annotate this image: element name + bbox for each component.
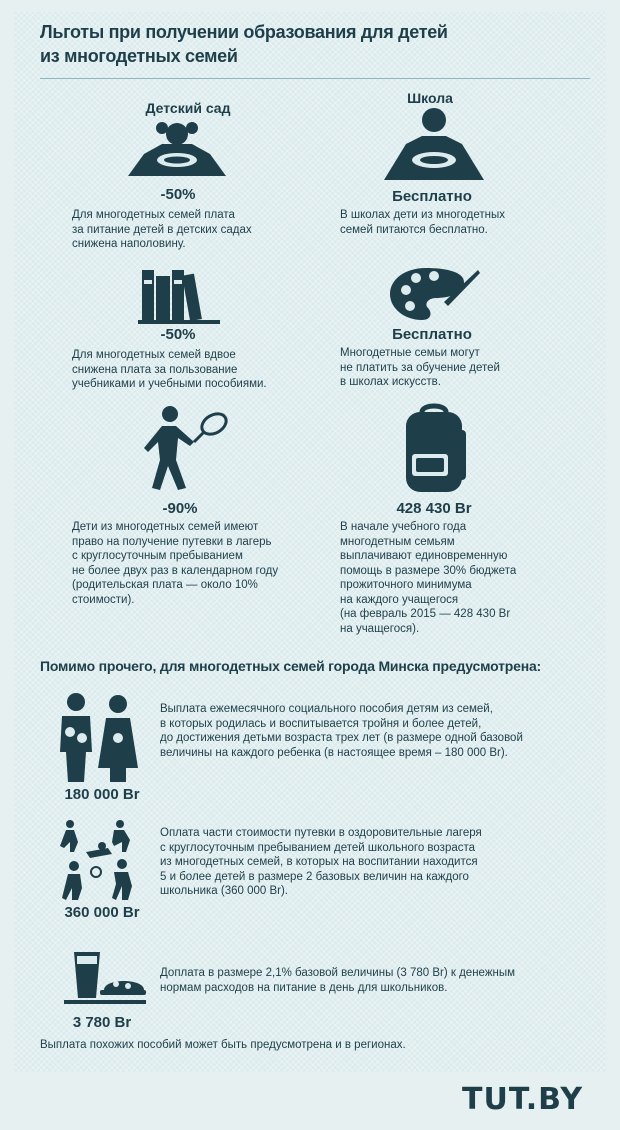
triplets-text: Выплата ежемесячного социального пособия детям из семей, в которых родилась и воспитывается тройня и более детей, до достижения детьми возраста трех лет (в размере одной базовой величины на каждого ребенка (в настоящее время – 180 000 Br). <box>160 703 523 759</box>
regions-note: Выплата похожих пособий может быть предусмотрена и в регионах. <box>40 1039 406 1051</box>
title-line-1: Льготы при получении образования для детей <box>40 22 448 42</box>
palette-text: Многодетные семьи могут не платить за обучение детей в школах искусств. <box>340 347 500 388</box>
backpack-text: В начале учебного года многодетным семьям выплачивают единовременную помощь в размере 30% бюджета прожиточного минимума на каждого учащегося (на февраль 2015 — 428 430 Br на учащегося). <box>340 521 517 635</box>
meal-value: 3 780 Br <box>72 1014 132 1031</box>
meal-text: Доплата в размере 2,1% базовой величины (3 780 Br) к денежным нормам расходов на питание в день для школьников. <box>160 967 516 994</box>
backpack-value: 428 430 Br <box>396 500 472 517</box>
books-text: Для многодетных семей вдвое снижена плата за пользование учебниками и учебными пособиями. <box>72 349 267 390</box>
school-value: Бесплатно <box>392 188 472 205</box>
title-line-2: из многодетных семей <box>40 46 238 66</box>
palette-icon <box>386 264 482 324</box>
school-student-icon <box>378 104 490 186</box>
tutby-logo: TUT.BY <box>462 1082 584 1117</box>
camp-text: Оплата части стоимости путевки в оздоровительные лагеря с круглосуточным пребыванием детей школьного возраста из многодетных семей, в которых на воспитании находится 5 и более детей в размере 2 базовых величин на каждого школьника (360 000 Br). <box>160 827 482 897</box>
tennis-text: Дети из многодетных семей имеют право на получение путевки в лагерь с круглосуточным пребыванием не более двух раз в календарном году (родительская плата — около 10% стоимости). <box>72 521 279 606</box>
camp-value: 360 000 Br <box>64 904 140 921</box>
kindergarten-child-icon <box>122 116 232 184</box>
triplets-value: 180 000 Br <box>64 786 140 803</box>
title-divider <box>40 78 590 79</box>
palette-value: Бесплатно <box>392 326 472 343</box>
backpack-icon <box>398 400 470 496</box>
school-label: Школа <box>407 90 453 106</box>
school-text: В школах дети из многодетных семей питаются бесплатно. <box>340 209 506 236</box>
books-icon <box>138 266 220 324</box>
kindergarten-text: Для многодетных семей плата за питание детей в детских садах снижена наполовину. <box>72 209 252 250</box>
minsk-subtitle: Помимо прочего, для многодетных семей города Минска предусмотрена: <box>40 658 542 674</box>
tennis-value: -90% <box>162 500 198 517</box>
camp-children-icon <box>56 818 140 902</box>
kindergarten-label: Детский сад <box>145 100 231 116</box>
kindergarten-value: -50% <box>160 186 196 203</box>
parents-triplets-icon <box>56 692 140 784</box>
tennis-player-icon <box>140 404 232 498</box>
books-value: -50% <box>160 326 196 343</box>
page-title <box>40 20 448 68</box>
meal-glass-icon <box>60 948 146 1006</box>
